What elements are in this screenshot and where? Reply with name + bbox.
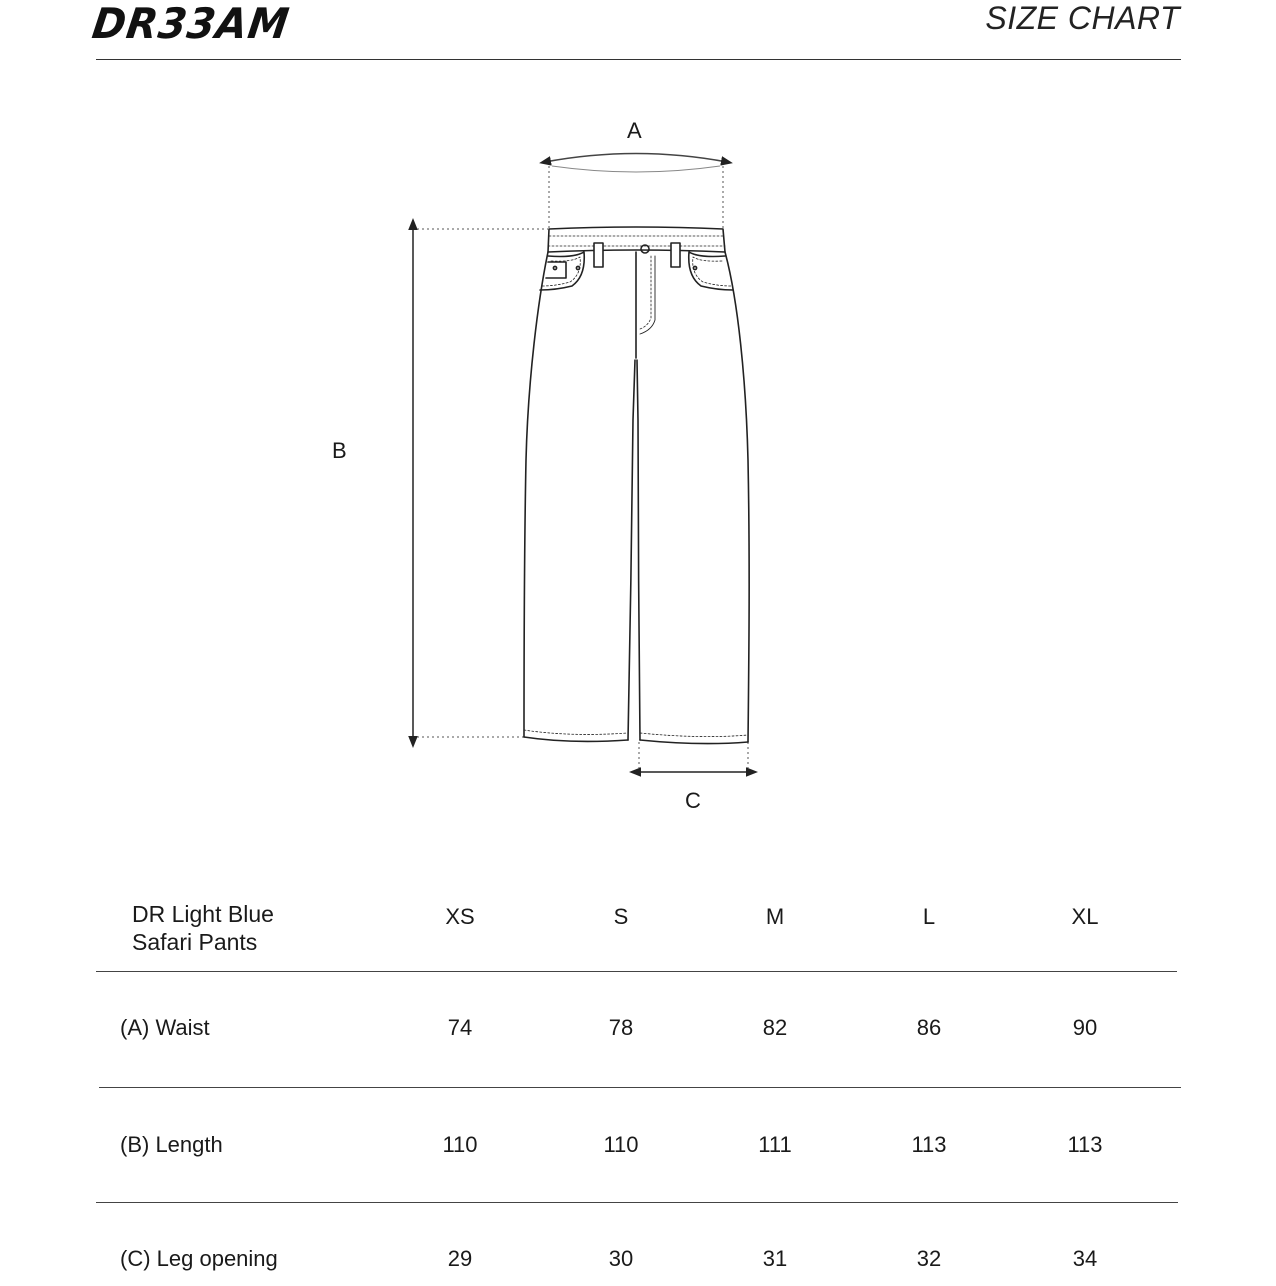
table-cell: 34	[1072, 1246, 1098, 1271]
table-cell: 82	[762, 1015, 788, 1040]
product-name	[132, 900, 362, 956]
table-cell: 32	[916, 1246, 942, 1271]
table-cell: 111	[758, 1132, 792, 1157]
table-divider	[96, 1202, 1178, 1203]
size-header-m: M	[765, 904, 785, 929]
table-cell: 110	[603, 1132, 639, 1157]
size-header-l: L	[922, 904, 936, 929]
table-cell: 29	[447, 1246, 473, 1271]
page-title: SIZE CHART	[985, 0, 1180, 36]
dimension-label-b: B	[332, 438, 347, 463]
row-label-waist: (A) Waist	[120, 1015, 210, 1040]
product-name-line2: Safari Pants	[132, 929, 258, 955]
table-row	[0, 1015, 1276, 1055]
brand-logo: DR33AM	[89, 0, 293, 49]
row-label-leg-opening: (C) Leg opening	[120, 1246, 278, 1271]
size-table-header	[0, 898, 1276, 968]
table-cell: 30	[608, 1246, 634, 1271]
dimension-label-c: C	[685, 788, 701, 813]
dimension-label-a: A	[627, 118, 642, 143]
table-cell: 31	[762, 1246, 788, 1271]
size-header-s: S	[613, 904, 629, 929]
table-cell: 90	[1072, 1015, 1098, 1040]
table-divider	[99, 1087, 1181, 1088]
pants-outline	[524, 227, 749, 744]
size-header-xs: XS	[445, 904, 475, 929]
table-cell: 113	[911, 1132, 947, 1157]
table-row	[0, 1132, 1276, 1172]
row-label-length: (B) Length	[120, 1132, 223, 1157]
table-cell: 110	[442, 1132, 478, 1157]
table-row	[0, 1246, 1276, 1286]
table-cell: 113	[1067, 1132, 1103, 1157]
table-cell: 74	[447, 1015, 473, 1040]
waist-measure-arc-lower	[552, 166, 720, 172]
table-divider	[96, 971, 1177, 972]
product-name-line1: DR Light Blue	[132, 901, 274, 927]
table-cell: 78	[608, 1015, 634, 1040]
table-cell: 86	[916, 1015, 942, 1040]
waist-measure-arc	[545, 154, 727, 163]
size-header-xl: XL	[1071, 904, 1099, 929]
